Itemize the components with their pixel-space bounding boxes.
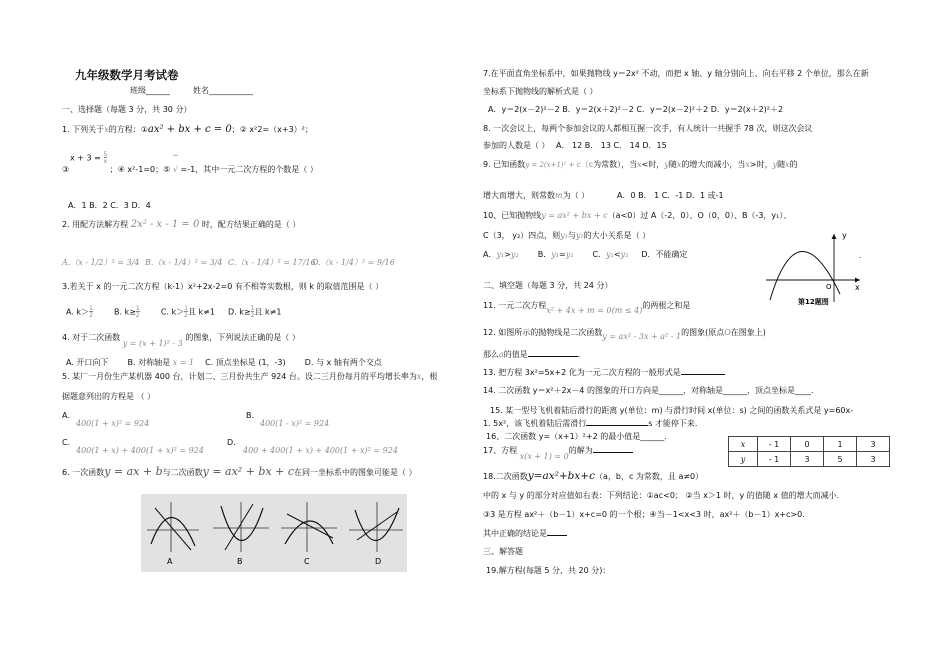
q9-j: 的: [789, 160, 798, 169]
q6-eq1: y = ax + b: [104, 465, 163, 478]
q15-answer-blank[interactable]: [586, 425, 648, 426]
class-label: 班级______: [130, 86, 170, 95]
section-3-heading: 三、解答题: [483, 547, 523, 556]
q12-avar: a: [499, 350, 504, 359]
q6-graphs-figure: [141, 494, 407, 572]
table-cell: x: [729, 437, 758, 452]
q9-x2: x: [676, 160, 682, 169]
q10-y2: y₂: [575, 231, 584, 240]
q3-option-b: B. k≥: [113, 307, 136, 317]
q4-option-d: D. 与 x 轴有两个交点: [304, 358, 382, 367]
question-12-line2: 那么a的值是 .: [483, 350, 581, 359]
q2-option-b: B.（x - 1/4）² = 3/4: [145, 258, 223, 267]
table-cell: 3: [857, 437, 890, 452]
q3-frac-den: 2: [184, 312, 188, 319]
q1-fraction: [103, 151, 107, 165]
q9-2b: 为（ ）: [562, 191, 590, 200]
q13-text: 13. 把方程 3x²=5x+2 化为一元二次方程的一般形式是: [483, 368, 681, 377]
q4-option-b-eq: x = 1: [172, 358, 195, 367]
q2-option-d: D.（x - 1/4）² = 9/16: [312, 258, 395, 267]
q10-a-sym: >: [504, 250, 511, 259]
question-18-line2: 中的 x 与 y 的部分对应值如右表：下列结论：①ac<0； ②当 x＞1 时，y 的值随 x 值的增大而减小.: [483, 491, 840, 500]
q18-b: （a，b，c 为常数，且 a≠0）: [594, 472, 704, 481]
question-7-options: A．y＝2(x－2)²－2 B．y＝2(x＋2)²－2 C．y＝2(x－2)²＋2 D．y＝2(x＋2)²＋2: [488, 105, 784, 114]
q5-option-c: C.: [62, 438, 71, 447]
q10-2: C（3， y₂）四点，则: [483, 231, 561, 240]
q10-y1: y₁: [560, 231, 568, 240]
question-13: [483, 367, 725, 378]
page-title: 九年级数学月考试卷: [75, 68, 179, 82]
q6-mid: 与二次函数: [162, 468, 203, 477]
graph-d-label: D: [375, 557, 382, 566]
q12-2b: 的值是: [503, 350, 528, 359]
q10-b-sym: =: [558, 250, 566, 259]
question-9-line1: [483, 159, 798, 171]
question-19: 19.解方程(每题 5 分，共 20 分)：: [486, 566, 611, 575]
question-10-options: [483, 249, 688, 260]
q1-line2-text: ；④ x²-1=0；⑤: [109, 165, 171, 174]
q12-answer-blank[interactable]: [528, 356, 578, 357]
table-cell: - 1: [758, 437, 791, 452]
q9-x4: x: [785, 160, 790, 169]
q3-frac-den: 2: [135, 312, 140, 319]
question-10-line1: [483, 210, 791, 221]
q6-suffix: 在同一坐标系中的图象可能是（ ）: [294, 468, 417, 477]
q5-option-a-eq: 400(1 + x)² = 924: [76, 419, 150, 428]
q10-1a: 10、已知抛物线: [483, 211, 542, 220]
q5-option-b-eq: 400(1 - x)² = 924: [260, 419, 330, 428]
figure-caption: 第12题图: [798, 298, 829, 306]
question-2: [62, 219, 300, 230]
question-9-line2: [483, 190, 589, 201]
q9-eq: y = 2(x+1)² + c: [525, 161, 581, 169]
graph-b-label: B: [237, 557, 243, 566]
q10-y2: y₂: [510, 250, 519, 259]
q1-var: x: [104, 125, 109, 134]
question-18-line3: ③3 是方程 ax²＋（b－1）x+c=0 的一个根；④当－1<x<3 时，ax²＋（b－1）x+c>0.: [483, 510, 805, 519]
q9-b: 为常数），当: [593, 160, 638, 169]
question-4: [62, 332, 300, 348]
q2-option-a: A.（x - 1/2）² = 3/4: [62, 258, 140, 267]
q12-2a: 那么: [483, 350, 499, 359]
q9-c1: <: [641, 160, 649, 169]
question-16: 16、二次函数 y=（x+1）²+2 的最小值是______.: [486, 432, 667, 441]
question-15-line1: 15. 某一型号飞机着陆后滑行的距离 y(单位：m) 与滑行时间 x(单位：s) 之间的函数关系式是 y=60x-: [490, 406, 854, 415]
q6-prefix: 6. 一次函数: [62, 468, 105, 477]
q9-c: （c: [580, 160, 594, 169]
q10-option-b: B．: [537, 250, 552, 259]
q4-options: [66, 357, 382, 368]
q1-mid: 的方程：①: [108, 125, 148, 134]
q1-eq1: ax² + bx + c = 0: [147, 124, 232, 135]
q9-x3: x: [745, 160, 750, 169]
question-1: [62, 124, 313, 135]
question-9-options: A．0 B． 1 C．-1 D．1 或-1: [617, 191, 724, 200]
table-cell: 3: [857, 452, 890, 467]
question-7-line2: 坐标系下抛物线的解析式是（ ）: [483, 87, 598, 96]
name-label: 姓名___________: [193, 86, 253, 95]
question-18: [483, 471, 703, 482]
q12-c: 在图象上): [730, 328, 766, 337]
q1-frac-num: 5: [103, 151, 108, 158]
q5-option-b: B.: [246, 411, 255, 420]
q9-d: 时，: [648, 160, 665, 169]
q9-a: 9. 已知函数: [483, 160, 526, 169]
q2-option-c: C.（x - 1/4）² = 17/16: [228, 258, 316, 267]
q10-y1: y₁: [606, 250, 614, 259]
q3-option-c2: 且 k≠1: [187, 307, 215, 317]
q1-eq3-text: x + 3 =: [70, 153, 104, 163]
question-8-line1: 8. 一次会议上，每两个参加会议的人都相互握一次手，有人统计一共握手 78 次，则这次会议: [483, 124, 813, 133]
table-cell: 1: [824, 437, 857, 452]
q5-option-d-eq: 400 + 400(1 + x) + 400(1 + x)² = 924: [243, 446, 398, 455]
q5-option-a: A.: [62, 411, 70, 420]
table-row: [729, 452, 890, 467]
q5-option-d: D.: [227, 438, 236, 447]
q9-f: 的增大而减小，当: [681, 160, 746, 169]
q3-frac-num: 1: [135, 305, 140, 312]
table-cell: 3: [791, 452, 824, 467]
q12-b: 的图象(原点: [681, 328, 725, 337]
q1-circle3: ③: [62, 165, 70, 174]
q3-option-c: C. k＞: [160, 307, 185, 317]
question-18-line4: [483, 528, 567, 539]
question-11: [483, 300, 691, 315]
q5-option-c-eq: 400(1 + x) + 400(1 + x)² = 924: [76, 446, 204, 455]
q5-var: x: [416, 372, 422, 381]
q1-line2b: =-1，其中一元二次方程的个数是（ ）: [180, 165, 318, 174]
q10-y2: y₂: [620, 250, 629, 259]
figure-dot: .: [859, 251, 862, 260]
section-1-heading: 一、选择题（每题 3 分，共 30 分）: [62, 105, 192, 114]
q5-line1: 5. 某厂一月份生产某机器 400 台，计划二、三月份共生产 924 台。设二三月份每月的平均增长率为: [62, 372, 417, 381]
figure-y-label: y: [842, 231, 847, 240]
question-17: [483, 445, 633, 461]
q11-b: 的两根之和是: [642, 301, 691, 310]
q4-option-c: C. 顶点坐标是 (1，-3): [205, 358, 286, 367]
q18-a: 18.二次函数: [483, 472, 528, 481]
q15-2b: s 才能停下来.: [648, 419, 698, 428]
q4-option-b: B. 对称轴是: [127, 358, 171, 367]
q10-2c: 的大小关系是（ ）: [583, 231, 651, 240]
q11-eq: x² + 4x + m = 0(m ≤ 4): [546, 306, 643, 315]
q18-eq: y=ax²+bx+c: [527, 470, 595, 482]
q17-answer-blank[interactable]: [593, 452, 633, 453]
q9-y1: y: [664, 160, 669, 169]
q10-2b: 与: [567, 231, 576, 240]
q10-y1: y₁: [496, 250, 505, 259]
q9-e: 随: [668, 160, 677, 169]
q10-1b: （a<0）过 A（-2，0）、O（0，0）、B（-3，y₁）、: [607, 211, 792, 220]
q9-h: 时，: [756, 160, 773, 169]
q15-2a: 1. 5x²，该飞机着陆后需滑行: [483, 419, 587, 428]
q10-y2: y₂: [565, 250, 574, 259]
question-15-line2: [483, 418, 697, 429]
question-6: [62, 466, 417, 478]
q12-o: O: [724, 328, 731, 337]
value-table: [728, 436, 890, 467]
q10-option-a: A．: [483, 250, 497, 259]
question-5: [62, 371, 437, 382]
q9-x1: x: [637, 160, 642, 169]
q11-a: 11. 一元二次方程: [483, 301, 547, 310]
q18-4: 其中正确的结论是: [483, 529, 547, 538]
figure-12-parabola-icon: [762, 230, 866, 306]
q3-option-d2: 且 k≠1: [254, 307, 282, 317]
q1-line2: [62, 164, 318, 175]
q6-eq2: y = ax² + bx + c: [202, 465, 295, 478]
q3-frac: [136, 305, 140, 319]
q3-frac-num: 1: [184, 305, 188, 312]
question-8-line2: 参加的人数是（ ）: [483, 141, 550, 150]
q3-frac-num: 1: [250, 305, 255, 312]
q12-a: 12. 如图所示的抛物线是二次函数: [483, 328, 603, 337]
question-10-line2: [483, 230, 650, 241]
q3-frac-den: 2: [89, 312, 93, 319]
q18-answer-blank[interactable]: [547, 535, 567, 536]
q1-sqrt-mark: ─: [173, 151, 178, 160]
q17-b: 的解为: [568, 446, 593, 455]
q10-eq: y = ax² + bx + c: [541, 211, 608, 220]
table-row: [729, 437, 890, 452]
q9-y2: y: [772, 160, 778, 169]
q5-line2: 据题意列出的方程是 （ ）: [62, 392, 156, 401]
q3-frac-den: 2: [250, 312, 255, 319]
question-8-options: A． 12 B． 13 C． 14 D．15: [556, 141, 667, 150]
question-7-line1: 7.在平面直角坐标系中，如果抛物线 y＝2x² 不动，而把 x 轴、y 轴分别向上、向右平移 2 个单位，那么在新: [483, 69, 869, 78]
q1-sqrt: √: [170, 165, 181, 174]
q13-answer-blank[interactable]: [681, 374, 725, 375]
q3-options: [66, 305, 281, 319]
table-cell: 5: [824, 452, 857, 467]
figure-x-label: x: [855, 283, 860, 292]
q4-eq: y = (x + 1)² - 3: [122, 339, 183, 348]
q4-prefix: 4. 对于二次函数: [62, 333, 121, 342]
q1-rest: ；② x²2=（x+3）²；: [231, 125, 313, 134]
q3-option-a: A. k＞: [66, 307, 90, 317]
graph-a-label: A: [167, 557, 173, 566]
q4-suffix: 的图象，下列说法正确的是（ ）: [185, 333, 300, 342]
q9-g: >: [749, 160, 757, 169]
question-14: 14. 二次函数 y＝x²＋2x－4 的图象的开口方向是______，对称轴是______，顶点坐标是____．: [483, 386, 819, 395]
q10-option-c: C．: [592, 250, 607, 259]
table-cell: - 1: [758, 452, 791, 467]
q10-y1: y₁: [551, 250, 559, 259]
q10-option-d: D．不能确定: [641, 250, 688, 259]
q3-option-d: D. k≥: [228, 307, 251, 317]
q4-option-a: A. 开口向下: [66, 358, 109, 367]
q2-eq: 2x² - x - 1 = 0: [130, 219, 200, 230]
q1-frac-den: x: [103, 158, 108, 165]
q9-i: 随: [777, 160, 786, 169]
q2-prefix: 2. 用配方法解方程: [62, 220, 129, 229]
q5-line1b: ，根: [421, 372, 438, 381]
q1-prefix: 1. 下列关于: [62, 125, 105, 134]
q9-2a: 增大而增大，则常数: [483, 191, 555, 200]
q3-frac: [89, 305, 93, 319]
table-cell: y: [729, 452, 758, 467]
section-2-heading: 二、填空题（每题 3 分，共 24 分）: [483, 281, 613, 290]
question-3: 3.若关于 x 的一元二次方程（k-1）x²+2x-2=0 有不相等实数根，则 k 的取值范围是（ ）: [62, 282, 384, 291]
q2-suffix: 时，配方结果正确的是（ ）: [201, 220, 301, 229]
q17-eq: x(x + 1) = 0: [519, 452, 569, 461]
q12-eq: y = ax² - 3x + a² - 1: [602, 332, 682, 341]
q3-frac-num: 1: [89, 305, 93, 312]
graph-c-label: C: [304, 557, 310, 566]
q1-options: A．1 B．2 C．3 D．4: [68, 201, 151, 210]
q17-a: 17、方程: [483, 446, 518, 455]
question-12: [483, 327, 766, 341]
figure-origin-label: O: [826, 283, 832, 291]
table-cell: 0: [791, 437, 824, 452]
q10-c-sym: <: [613, 250, 621, 259]
q9-m: m: [555, 191, 563, 200]
q1-eq3: [70, 151, 107, 165]
